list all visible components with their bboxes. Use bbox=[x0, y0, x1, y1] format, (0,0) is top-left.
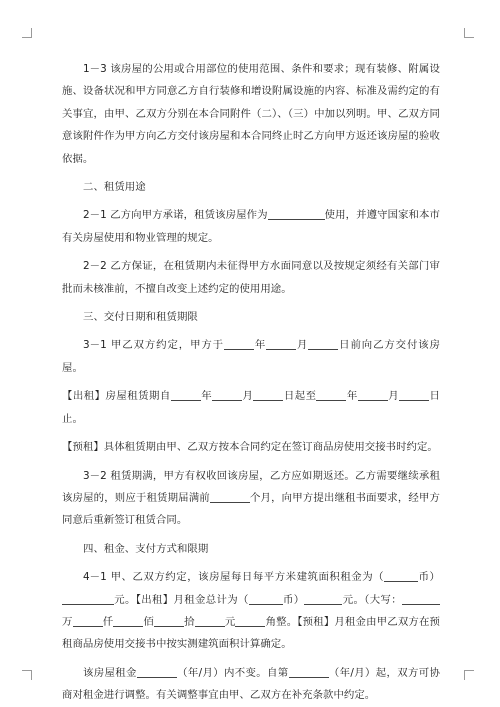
text: 万 bbox=[62, 615, 73, 628]
blank-field[interactable] bbox=[235, 614, 265, 627]
text: 年 bbox=[346, 390, 358, 403]
text: 使用，并遵守国家和本市有关房屋使用和物业管理的规定。 bbox=[62, 209, 440, 244]
blank-field[interactable] bbox=[384, 569, 418, 582]
crop-mark-top-right bbox=[464, 28, 474, 38]
blank-field[interactable] bbox=[73, 614, 103, 627]
clause-rent-period bbox=[62, 385, 440, 430]
blank-field[interactable] bbox=[113, 614, 143, 627]
blank-field[interactable] bbox=[402, 592, 440, 605]
blank-field[interactable] bbox=[358, 388, 388, 401]
text: 3－1 甲乙双方约定，甲方于 bbox=[83, 339, 224, 352]
text: 2－1 乙方向甲方承诺，租赁该房屋作为 bbox=[83, 209, 268, 222]
text: 日止。 bbox=[62, 390, 440, 425]
clause-2-1 bbox=[62, 204, 440, 249]
blank-field[interactable] bbox=[316, 388, 346, 401]
text: （年/月）内不变。自第 bbox=[176, 666, 289, 679]
blank-field[interactable] bbox=[62, 592, 114, 605]
text: 4－1 甲、乙双方约定，该房屋每日每平方米建筑面积租金为（ bbox=[83, 571, 385, 584]
clause-4-1 bbox=[62, 566, 440, 656]
text: 1－3 该房屋的公用或合用部位的使用范围、条件和要求；现有装修、附属设施、设备状况和甲方同意乙方自行装修和增设附属设施的内容、标准及需约定的有关事宜，由甲、乙双方分别在本合同附件（二）、（三）中加以列明。甲、乙双方同意该附件作为甲方向乙方交付该房屋和本合同终止时乙方向甲方返还该房屋的验收依据。 bbox=[62, 63, 440, 165]
section-heading-3 bbox=[62, 306, 440, 328]
blank-field[interactable] bbox=[137, 665, 177, 678]
text: 元。【出租】月租金总计为（ bbox=[114, 593, 249, 606]
text: 角整。【预租】月租金由甲乙双方在预租商品房使用交接书中按实测建筑面积计算确定。 bbox=[62, 615, 440, 651]
blank-field[interactable] bbox=[171, 388, 201, 401]
blank-field[interactable] bbox=[154, 614, 184, 627]
clause-1-3 bbox=[62, 58, 440, 170]
text: 月 bbox=[296, 339, 309, 352]
blank-field[interactable] bbox=[253, 388, 283, 401]
text: 币） bbox=[282, 593, 305, 606]
text: 月 bbox=[242, 390, 254, 403]
clause-2-2 bbox=[62, 255, 440, 300]
crop-mark-top-left bbox=[22, 28, 32, 38]
text: （年/月）起，双方可协商对租金进行调整。有关调整事宜由甲、乙双方在补充条款中约定。 bbox=[62, 666, 440, 702]
section-heading-4 bbox=[62, 538, 440, 560]
heading-text: 四、租金、支付方式和限期 bbox=[83, 542, 209, 555]
text: 日起至 bbox=[283, 390, 317, 403]
blank-field[interactable] bbox=[212, 388, 242, 401]
blank-field[interactable] bbox=[399, 388, 429, 401]
blank-field[interactable] bbox=[195, 614, 225, 627]
blank-field[interactable] bbox=[266, 337, 296, 350]
text: 2－2 乙方保证，在租赁期内未征得甲方水面同意以及按规定须经有关部门审批而未核准前，不擅自改变上述约定的使用用途。 bbox=[62, 260, 440, 295]
clause-3-2 bbox=[62, 465, 440, 532]
crop-mark-bottom-right bbox=[464, 670, 474, 680]
text: 【预租】具体租赁期由甲、乙双方按本合同约定在签订商品房使用交接书时约定。 bbox=[62, 441, 438, 454]
heading-text: 二、租赁用途 bbox=[83, 181, 146, 194]
text: 【出租】房屋租赁期自 bbox=[62, 390, 171, 403]
text: 年 bbox=[253, 339, 267, 352]
text: 个月，向甲方提出继租书面要求，经甲方同意后重新签订租赁合同。 bbox=[62, 491, 440, 527]
text: 该房屋租金 bbox=[83, 666, 137, 679]
text: 月 bbox=[387, 390, 400, 403]
text: 元。（大写： bbox=[342, 593, 402, 606]
blank-field[interactable] bbox=[268, 207, 325, 220]
blank-field[interactable] bbox=[249, 592, 283, 605]
text: 日前向乙方交付该房屋。 bbox=[62, 339, 440, 374]
text: 佰 bbox=[143, 615, 155, 628]
clause-3-1 bbox=[62, 334, 440, 379]
clause-prerent-period bbox=[62, 436, 440, 458]
blank-field[interactable] bbox=[224, 337, 254, 350]
blank-field[interactable] bbox=[210, 490, 250, 503]
text: 币） bbox=[418, 571, 440, 584]
blank-field[interactable] bbox=[289, 665, 329, 678]
section-heading-2 bbox=[62, 176, 440, 198]
text: 年 bbox=[200, 390, 213, 403]
text: 仟 bbox=[102, 615, 114, 628]
text: 元 bbox=[224, 615, 236, 628]
text: 拾 bbox=[184, 615, 195, 628]
heading-text: 三、交付日期和租赁期限 bbox=[83, 311, 198, 324]
blank-field[interactable] bbox=[304, 592, 342, 605]
clause-rent-adjust bbox=[62, 662, 440, 707]
text: 3－2 租赁期满，甲方有权收回该房屋，乙方应如期返还。乙方需要继续承租该房屋的，则应于租赁期届满前 bbox=[62, 469, 440, 504]
blank-field[interactable] bbox=[308, 337, 338, 350]
document-page bbox=[62, 58, 440, 707]
crop-mark-bottom-left bbox=[22, 670, 32, 680]
